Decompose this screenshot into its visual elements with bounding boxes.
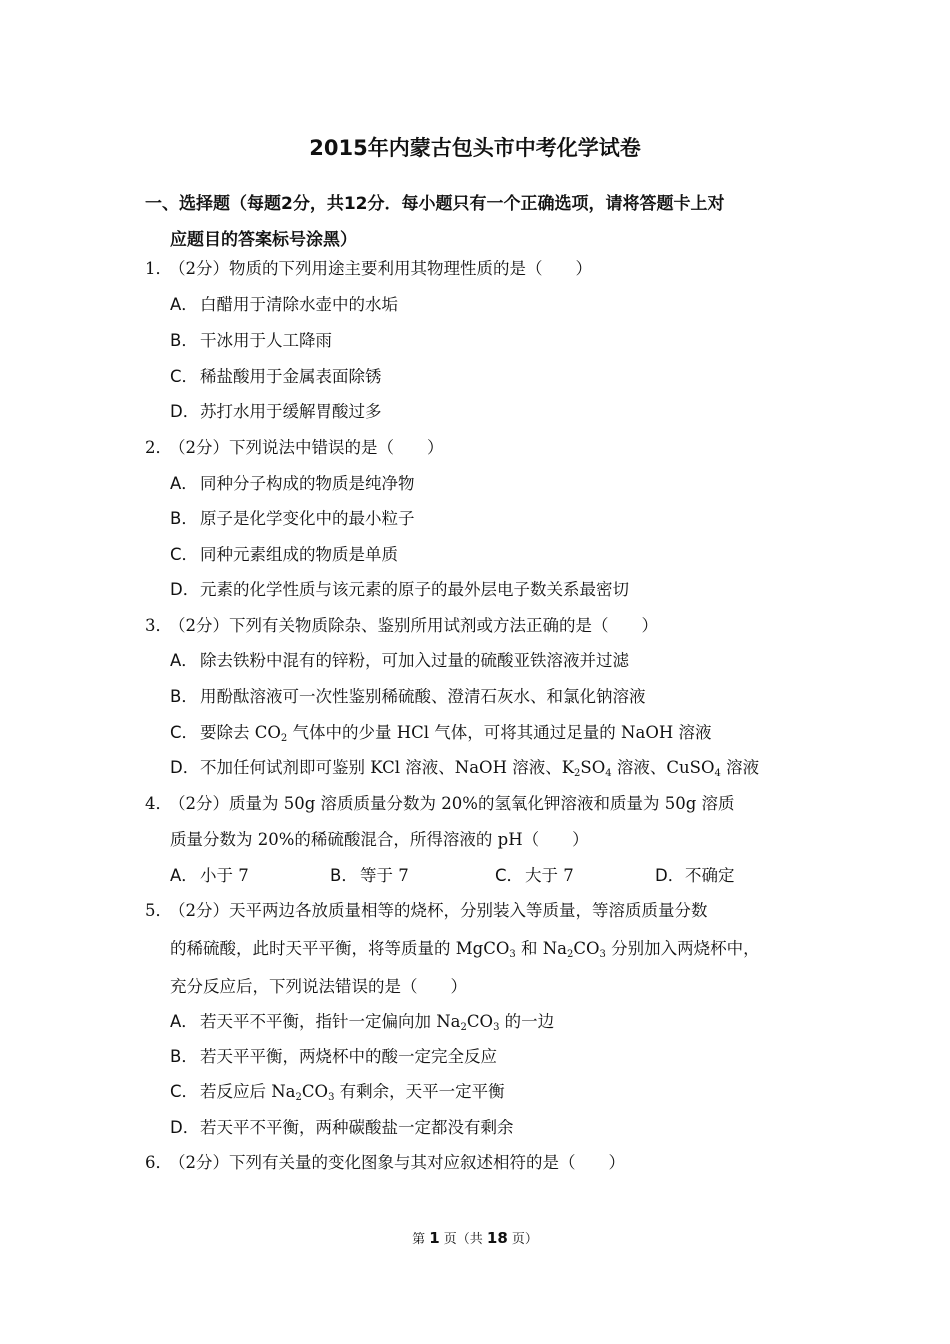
question-text: 充分反应后，下列说法错误的是（ ）: [170, 977, 467, 996]
option-1b: [170, 323, 332, 359]
option-text: 大于 7: [525, 866, 574, 885]
option-2b: [170, 501, 415, 537]
subscript: 4: [714, 768, 721, 779]
option-text: 若反应后 Na: [200, 1082, 296, 1101]
option-5b: [170, 1039, 497, 1075]
total-pages: 18: [486, 1229, 508, 1247]
question-text: （2分）下列有关物质除杂、鉴别所用试剂或方法正确的是（ ）: [169, 616, 658, 635]
question-4: [145, 786, 735, 822]
question-number: 6．: [145, 1153, 172, 1172]
option-label: A．: [170, 474, 198, 493]
option-text: 气体中的少量 HCl 气体，可将其通过足量的 NaOH 溶液: [287, 723, 712, 742]
question-number: 5．: [145, 901, 172, 920]
question-number: 1．: [145, 259, 172, 278]
option-label: B．: [330, 866, 358, 885]
question-5-line2: [170, 931, 760, 973]
option-row-4: [170, 858, 810, 894]
option-1d: [170, 394, 382, 430]
subscript: 3: [493, 1022, 500, 1033]
footer-text: 页）: [507, 1232, 538, 1247]
option-text: 苏打水用于缓解胃酸过多: [200, 402, 382, 421]
option-label: A．: [170, 295, 198, 314]
question-text: 质量分数为 20%的稀硫酸混合，所得溶液的 pH（ ）: [170, 830, 589, 849]
question-text: （2分）下列说法中错误的是（ ）: [169, 438, 444, 457]
question-text: 和 Na: [515, 939, 567, 958]
option-text: 溶液: [720, 758, 760, 777]
subscript: 2: [280, 733, 288, 744]
option-label: A．: [170, 1012, 198, 1031]
option-text: 稀盐酸用于金属表面除锈: [200, 367, 382, 386]
option-2d: [170, 572, 629, 608]
option-text: CO: [466, 1012, 494, 1031]
option-text: 不加任何试剂即可鉴别 KCl 溶液、NaOH 溶液、K: [200, 758, 575, 777]
option-label: D．: [170, 580, 200, 599]
option-text: 若天平平衡，两烧杯中的酸一定完全反应: [200, 1047, 497, 1066]
question-text: （2分）物质的下列用途主要利用其物理性质的是（ ）: [169, 259, 592, 278]
subscript: 3: [509, 949, 516, 960]
option-2c: [170, 537, 398, 573]
subscript: 3: [328, 1092, 335, 1103]
question-number: 4．: [145, 794, 172, 813]
option-1a: [170, 287, 398, 323]
option-label: D．: [170, 1118, 200, 1137]
option-text: 的一边: [499, 1012, 555, 1031]
question-4-continued: [170, 822, 589, 858]
question-2: [145, 430, 444, 466]
option-text: CO: [301, 1082, 329, 1101]
page-footer: [0, 1228, 950, 1247]
page-number: 1: [429, 1229, 440, 1247]
option-4d: [655, 858, 735, 894]
subscript: 4: [605, 768, 612, 779]
option-4b: [330, 858, 409, 894]
option-4a: [170, 858, 249, 894]
option-text: 有剩余，天平一定平衡: [334, 1082, 505, 1101]
question-5-line3: [170, 969, 467, 1005]
subscript: 2: [567, 949, 574, 960]
question-text: 的稀硫酸，此时天平平衡，将等质量的 MgCO: [170, 939, 510, 958]
option-label: C．: [495, 866, 524, 885]
subscript: 2: [295, 1092, 302, 1103]
option-4c: [495, 858, 574, 894]
page-title: 2015年内蒙古包头市中考化学试卷: [309, 136, 641, 160]
footer-text: 第: [412, 1232, 430, 1247]
section-heading: [145, 186, 825, 258]
option-label: B．: [170, 687, 198, 706]
question-text: （2分）质量为 50g 溶质质量分数为 20%的氢氧化钾溶液和质量为 50g 溶质: [169, 794, 735, 813]
question-text: 分别加入两烧杯中，: [605, 939, 760, 958]
option-text: 同种分子构成的物质是纯净物: [200, 474, 415, 493]
option-2a: [170, 466, 415, 502]
option-label: C．: [170, 367, 199, 386]
option-text: 要除去 CO: [200, 723, 281, 742]
option-label: D．: [655, 866, 685, 885]
option-label: A．: [170, 651, 198, 670]
option-text: 原子是化学变化中的最小粒子: [200, 509, 415, 528]
question-6: [145, 1145, 625, 1181]
option-label: C．: [170, 723, 199, 742]
question-text: CO: [573, 939, 600, 958]
option-text: 不确定: [685, 866, 735, 885]
option-label: C．: [170, 545, 199, 564]
option-text: 元素的化学性质与该元素的原子的最外层电子数关系最密切: [200, 580, 629, 599]
option-label: B．: [170, 509, 198, 528]
option-3b: [170, 679, 646, 715]
option-text: 若天平不平衡，指针一定偏向加 Na: [200, 1012, 461, 1031]
option-label: B．: [170, 331, 198, 350]
option-5d: [170, 1110, 514, 1146]
subscript: 3: [599, 949, 606, 960]
section-heading-line1: 一、选择题（每题2分，共12分．每小题只有一个正确选项，请将答题卡上对: [145, 194, 725, 214]
question-text: （2分）下列有关量的变化图象与其对应叙述相符的是（ ）: [169, 1153, 625, 1172]
option-label: B．: [170, 1047, 198, 1066]
subscript: 2: [574, 768, 581, 779]
option-text: 溶液、CuSO: [611, 758, 715, 777]
question-3: [145, 608, 658, 644]
option-text: SO: [580, 758, 606, 777]
option-text: 等于 7: [360, 866, 409, 885]
option-label: D．: [170, 758, 200, 777]
question-text: （2分）天平两边各放质量相等的烧杯，分别装入等质量，等溶质质量分数: [169, 901, 708, 920]
option-text: 白醋用于清除水壶中的水垢: [200, 295, 398, 314]
question-number: 3．: [145, 616, 172, 635]
question-number: 2．: [145, 438, 172, 457]
question-1: [145, 251, 592, 287]
option-text: 小于 7: [200, 866, 249, 885]
footer-text: 页（共: [439, 1232, 487, 1247]
question-5: [145, 893, 708, 929]
subscript: 2: [460, 1022, 467, 1033]
option-label: C．: [170, 1082, 199, 1101]
option-text: 同种元素组成的物质是单质: [200, 545, 398, 564]
option-text: 干冰用于人工降雨: [200, 331, 332, 350]
option-text: 除去铁粉中混有的锌粉，可加入过量的硫酸亚铁溶液并过滤: [200, 651, 629, 670]
option-text: 若天平不平衡，两种碳酸盐一定都没有剩余: [200, 1118, 514, 1137]
option-label: A．: [170, 866, 198, 885]
section-heading-line2: 应题目的答案标号涂黑）: [170, 230, 357, 250]
option-3a: [170, 643, 629, 679]
option-1c: [170, 359, 382, 395]
option-label: D．: [170, 402, 200, 421]
option-text: 用酚酞溶液可一次性鉴别稀硫酸、澄清石灰水、和氯化钠溶液: [200, 687, 646, 706]
